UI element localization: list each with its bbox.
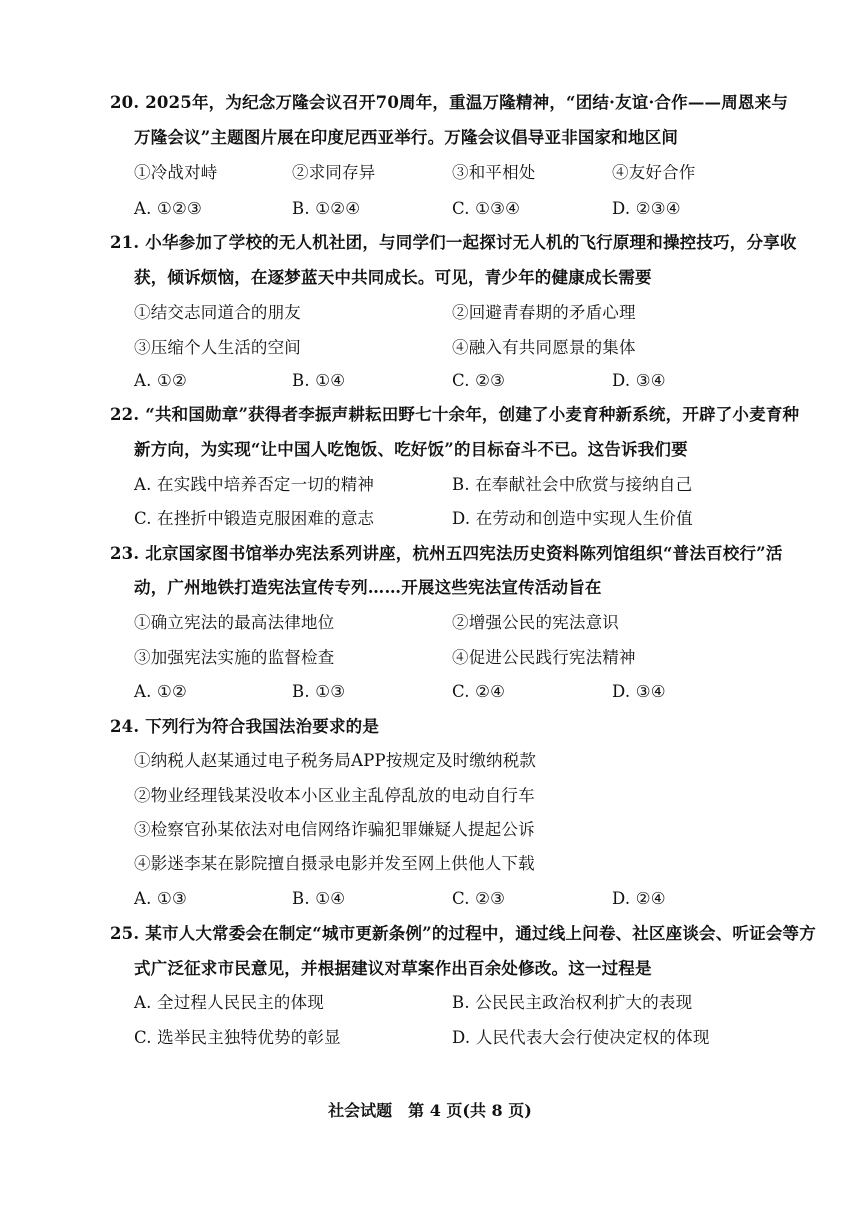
answer-option: A. ①② xyxy=(134,682,187,701)
answer-option: D. 人民代表大会行使决定权的体现 xyxy=(452,1028,710,1047)
answer-option: A. ①② xyxy=(134,371,187,390)
question-stem-line: 动，广州地铁打造宪法宣传专列……开展这些宪法宣传活动旨在 xyxy=(134,578,602,597)
answer-option: A. ①②③ xyxy=(134,199,202,218)
answer-option: C. ①③④ xyxy=(452,199,521,218)
answer-option: D. 在劳动和创造中实现人生价值 xyxy=(452,509,693,528)
statement-item: ②求同存异 xyxy=(292,163,376,182)
page-footer: 社会试题 第 4 页(共 8 页) xyxy=(328,1101,532,1120)
statement-item: ④影迷李某在影院擅自摄录电影并发至网上供他人下载 xyxy=(134,854,535,873)
answer-option: D. ③④ xyxy=(612,682,666,701)
question-stem-line: 式广泛征求市民意见，并根据建议对草案作出百余处修改。这一过程是 xyxy=(134,959,652,978)
question-stem-line: 20. 2025年，为纪念万隆会议召开70周年，重温万隆精神，“团结·友谊·合作——周恩来与 xyxy=(110,93,789,112)
statement-item: ①确立宪法的最高法律地位 xyxy=(134,613,335,632)
statement-item: ①纳税人赵某通过电子税务局APP按规定及时缴纳税款 xyxy=(134,751,537,770)
question-stem-line: 万隆会议”主题图片展在印度尼西亚举行。万隆会议倡导亚非国家和地区间 xyxy=(134,128,679,147)
answer-option: D. ②④ xyxy=(612,889,666,908)
answer-option: C. ②④ xyxy=(452,682,506,701)
answer-option: C. 选举民主独特优势的彰显 xyxy=(134,1028,341,1047)
answer-option: D. ②③④ xyxy=(612,199,681,218)
statement-item: ③和平相处 xyxy=(452,163,536,182)
answer-option: A. 在实践中培养否定一切的精神 xyxy=(134,475,375,494)
answer-option: A. ①③ xyxy=(134,889,187,908)
statement-item: ③检察官孙某依法对电信网络诈骗犯罪嫌疑人提起公诉 xyxy=(134,820,535,839)
answer-option: B. 公民民主政治权利扩大的表现 xyxy=(452,993,693,1012)
question-stem-line: 新方向，为实现“让中国人吃饱饭、吃好饭”的目标奋斗不已。这告诉我们要 xyxy=(134,440,688,459)
statement-item: ①结交志同道合的朋友 xyxy=(134,303,301,322)
question-stem-line: 获，倾诉烦恼，在逐梦蓝天中共同成长。可见，青少年的健康成长需要 xyxy=(134,268,652,287)
statement-item: ④促进公民践行宪法精神 xyxy=(452,648,636,667)
statement-item: ③压缩个人生活的空间 xyxy=(134,338,301,357)
answer-option: B. ①④ xyxy=(292,889,346,908)
statement-item: ②增强公民的宪法意识 xyxy=(452,613,619,632)
statement-item: ④融入有共同愿景的集体 xyxy=(452,338,636,357)
answer-option: B. ①②④ xyxy=(292,199,361,218)
answer-option: B. ①③ xyxy=(292,682,346,701)
statement-item: ②回避青春期的矛盾心理 xyxy=(452,303,636,322)
answer-option: C. ②③ xyxy=(452,371,506,390)
question-stem-line: 25. 某市人大常委会在制定“城市更新条例”的过程中，通过线上问卷、社区座谈会、听证会等方 xyxy=(110,924,816,943)
question-stem-line: 22. “共和国勋章”获得者李振声耕耘田野七十余年，创建了小麦育种新系统，开辟了小麦育种 xyxy=(110,405,800,424)
answer-option: B. 在奉献社会中欣赏与接纳自己 xyxy=(452,475,693,494)
answer-option: A. 全过程人民民主的体现 xyxy=(134,993,325,1012)
statement-item: ③加强宪法实施的监督检查 xyxy=(134,648,335,667)
statement-item: ②物业经理钱某没收本小区业主乱停乱放的电动自行车 xyxy=(134,786,535,805)
answer-option: B. ①④ xyxy=(292,371,346,390)
statement-item: ④友好合作 xyxy=(612,163,696,182)
answer-option: C. ②③ xyxy=(452,889,506,908)
question-stem-line: 23. 北京国家图书馆举办宪法系列讲座，杭州五四宪法历史资料陈列馆组织“普法百校行”活 xyxy=(110,544,783,563)
answer-option: C. 在挫折中锻造克服困难的意志 xyxy=(134,509,375,528)
statement-item: ①冷战对峙 xyxy=(134,163,218,182)
question-stem-line: 21. 小华参加了学校的无人机社团，与同学们一起探讨无人机的飞行原理和操控技巧，分享收 xyxy=(110,233,797,252)
question-stem-line: 24. 下列行为符合我国法治要求的是 xyxy=(110,717,380,736)
answer-option: D. ③④ xyxy=(612,371,666,390)
